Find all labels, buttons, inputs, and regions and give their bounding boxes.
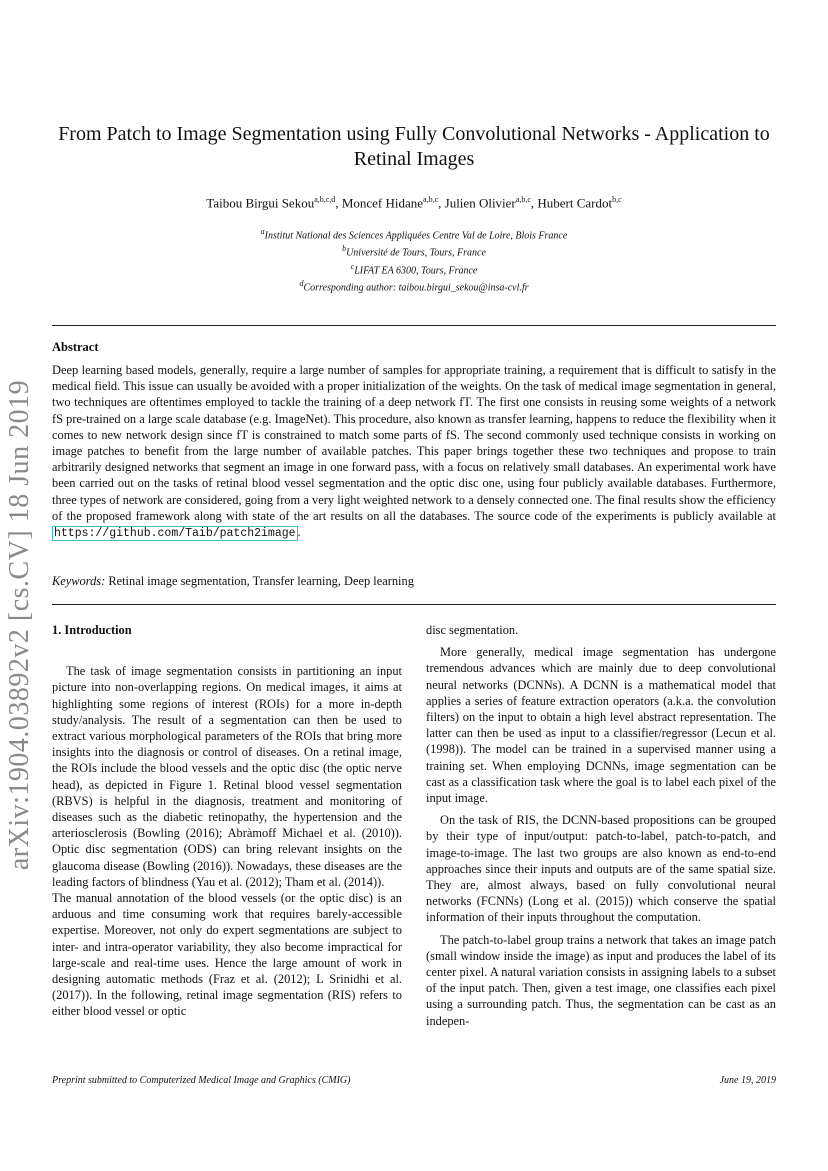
abstract-heading: Abstract — [52, 340, 99, 354]
footer-venue: Preprint submitted to Computerized Medical Image and Graphics (CMIG) — [52, 1075, 351, 1086]
affiliation-line: $^d$Corresponding author: taibou.birgui_sekou@insa-cvl.fr — [299, 278, 529, 294]
bottom-divider — [52, 604, 776, 605]
paragraph: The patch-to-label group trains a network that takes an image patch (small window inside the image) as input and produces the label of its center pixel. A natural variation consists in assigning labels to a subset of the input patch. Then, given a test image, one classifies each pixel using a surrounding patch. Thus, the segmentation can be cast as an indepen- — [426, 932, 776, 1028]
author-affiliation-marker: a,b,c — [515, 195, 531, 204]
author-name: Julien Olivier — [444, 195, 516, 211]
author-name: Hubert Cardot — [537, 195, 613, 211]
paragraph: The manual annotation of the blood vessels (or the optic disc) is an arduous and time consuming work that requires barely-accessible expertise. Moreover, not only do expert segmentations are subject to inter- and intra-operator variability, they also become impractical for large-scale and real-time uses. Hence the large amount of work in designing automatic methods (Fraz et al. (2012); L Srinidhi et al. (2017)). In the following, retinal image segmentation (RIS) refers to either blood vessel or optic — [52, 891, 402, 1019]
abstract-text: Deep learning based models, generally, require a large number of samples for appropriate training, a requirement that is difficult to satisfy in the medical field. This issue can usually be avoided with a proper initialization of the weights. On the task of medical image segmentation in general, two techniques are oftentimes employed to tackle the training of a deep network fT. The first one consists in reusing some weights of a network fS pre-trained on a large scale database (e.g. ImageNet). This procedure, also known as transfer learning, happens to reduce the flexibility when it comes to new network design since fT is constrained to match some parts of fS. The second commonly used technique consists in working on image patches to benefit from the large number of available patches. This paper brings together these two techniques and propose to train arbitrarily designed networks that segment an image in one forward pass, with a focus on relatively small databases. An experimental work have been carried out on the tasks of retinal blood vessel segmentation and the optic disc one, using four publicly available databases. Furthermore, three types of network are considered, going from a very light weighted network to a densely connected one. The final results show the efficiency of the proposed framework along with state of the art results on all the databases. The source code of the experiments is publicly available at — [52, 363, 776, 523]
paragraph: disc segmentation. — [426, 623, 519, 637]
author-list: Taibou Birgui Sekou$^{a,b,c,d}$, Moncef Hidane$^{a,b,c}$, Julien Olivier$^{a,b,c}$, Hubert Cardot$^{b,c}$ — [206, 195, 622, 211]
paragraph: More generally, medical image segmentation has undergone tremendous advances which are mainly due to deep convolutional neural networks (DCNNs). A DCNN is a mathematical model that applies a series of feature extraction operators (a.k.a. the convolution filters) on the input to obtain a high level abstract representation. The latter can then be used as input to a classifier/regressor (Lecun et al. (1998)). The model can be trained in a supervised manner using a training set. When employing DCNNs, image segmentation can be cast as a classification task where the goal is to label each pixel of the input image. — [426, 645, 776, 806]
keywords-line — [52, 574, 776, 589]
author-name: Taibou Birgui Sekou — [206, 195, 315, 211]
author-affiliation-marker: a,b,c,d — [314, 195, 336, 204]
section-heading: 1. Introduction — [52, 623, 132, 637]
footer-date: June 19, 2019 — [719, 1075, 776, 1086]
right-column — [426, 622, 776, 1029]
paragraph: The task of image segmentation consists in partitioning an input picture into non-overlapping regions. On medical images, it aims at highlighting some regions of interest (ROIs) for a more in-depth study/analysis. The result of a segmentation can then be used to extract various morphological parameters of the ROIs that bring more insights into the diagnosis or control of diseases. On a retinal image, the ROIs include the blood vessels and the optic disc (the optic nerve head), as depicted in Figure 1. Retinal blood vessel segmentation (RBVS) is helpful in the diagnosis, treatment and monitoring of diseases such as the diabetic retinopathy, the hypertension and the arteriosclerosis (Bowling (2016); Abràmoff Michael et al. (2010)). Optic disc segmentation (ODS) can bring relevant insights on the glaucoma disease (Bowling (2016)). Nowadays, these diseases are the leading factors of blindness (Yau et al. (2012); Tham et al. (2014)). — [52, 664, 402, 889]
affiliation-line: $^a$Institut National des Sciences Appliquées Centre Val de Loire, Blois France — [260, 227, 568, 242]
keywords-label: Keywords: — [52, 574, 106, 588]
left-column — [52, 622, 402, 1020]
source-code-link[interactable]: https://github.com/Taib/patch2image — [54, 527, 296, 541]
author-affiliation-marker: b,c — [612, 195, 622, 204]
affiliation-line: $^c$LIFAT EA 6300, Tours, France — [350, 261, 478, 276]
affiliation-line: $^b$Université de Tours, Tours, France — [342, 244, 486, 259]
paper-title: From Patch to Image Segmentation using Fully Convolutional Networks - Application to Retinal Images — [58, 123, 770, 170]
arxiv-side-stamp — [0, 365, 40, 885]
arxiv-identifier: arXiv:1904.03892v2 [cs.CV] 18 Jun 2019 — [4, 379, 35, 871]
keywords-text: Retinal image segmentation, Transfer learning, Deep learning — [108, 574, 414, 588]
paragraph: On the task of RIS, the DCNN-based propositions can be grouped by their type of input/output: patch-to-label, patch-to-patch, and image-to-image. The last two groups are also known as end-to-end approaches since their inputs and outputs are of the same spatial size. They are, almost always, based on fully convolutional neural networks (FCNNs) (Long et al. (2015)) which conserve the spatial information of their inputs throughout the computation. — [426, 813, 776, 925]
author-name: Moncef Hidane — [341, 195, 424, 211]
affiliation-list — [52, 225, 776, 294]
author-affiliation-marker: a,b,c — [423, 195, 439, 204]
abstract-body: Deep learning based models, generally, require a large number of samples for appropriate training, a requirement that is difficult to satisfy in the medical field. This issue can usually be avoided with a proper initialization of the weights. On the task of medical image segmentation in general, two techniques are oftentimes employed to tackle the training of a deep network fT. The first one consists in reusing some weights of a network fS pre-trained on a large scale database (e.g. ImageNet). This procedure, also known as transfer learning, happens to reduce the flexibility when it comes to new network design since fT is constrained to match some parts of fS. The second commonly used technique consists in working on image patches to benefit from the large number of available patches. This paper brings together these two techniques and propose to train arbitrarily designed networks that segment an image in one forward pass, with a focus on relatively small databases. An experimental work have been carried out on the tasks of retinal blood vessel segmentation and the optic disc one, using four publicly available databases. Furthermore, three types of network are considered, going from a very light weighted network to a densely connected one. The final results show the efficiency of the proposed framework along with state of the art results on all the databases. The source code of the experiments is publicly available at https://github.com/Taib/patch2image . — [52, 363, 776, 541]
top-divider — [52, 325, 776, 326]
